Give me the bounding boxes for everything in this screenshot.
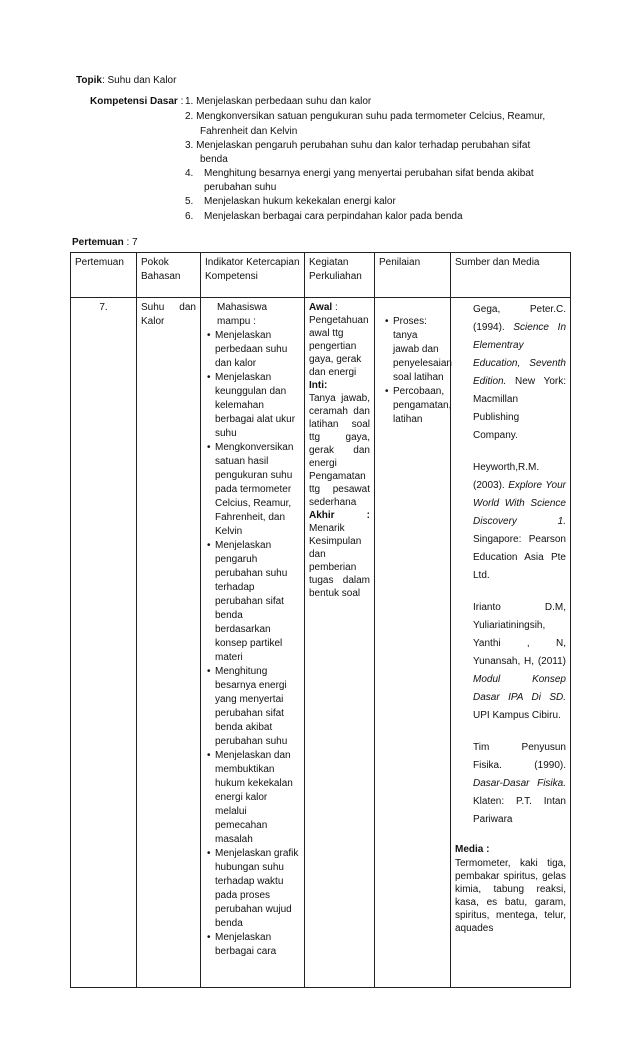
sumber-item: Irianto D.M, Yuliariatiningsih, Yanthi , N, Yunansah, H, (2011) Modul Konsep Dasar IPA Di SD. UPI Kampus Cibiru. bbox=[473, 602, 566, 721]
indikator-intro: Mahasiswa mampu : bbox=[217, 302, 268, 327]
cell-sumber bbox=[451, 298, 571, 988]
indikator-item: • Menjelaskan grafik hubungan suhu terhadap waktu pada proses perubahan wujud benda bbox=[215, 847, 300, 931]
indikator-item: • Menjelaskan berbagai cara bbox=[215, 931, 300, 959]
sumber-item: Gega, Peter.C. (1994). Science In Elementray Education, Seventh Edition. New York: Macmillan Publishing Company. bbox=[473, 304, 566, 441]
header-pertemuan: Pertemuan bbox=[71, 253, 137, 298]
meeting-label: Pertemuan bbox=[72, 237, 124, 248]
cell-kegiatan bbox=[305, 298, 375, 988]
table-header-row bbox=[71, 253, 571, 298]
penilaian-list bbox=[379, 315, 452, 427]
indikator-item: • Menjelaskan dan membuktikan hukum kekekalan energi kalor melalui pemecahan masalah bbox=[215, 749, 300, 847]
topic-label: Topik bbox=[76, 75, 102, 86]
cell-pokok: Suhu dan Kalor bbox=[137, 298, 201, 988]
sumber-item: Tim Penyusun Fisika. (1990). Dasar-Dasar Fisika. Klaten: P.T. Intan Pariwara bbox=[473, 742, 566, 825]
kegiatan-inti-text: Tanya jawab, ceramah dan latihan soal ttg gaya, gerak dan energi Pengamatan ttg pesawat sederhana bbox=[309, 393, 370, 508]
media-text: Termometer, kaki tiga, pembakar spiritus, gelas kimia, tabung reaksi, kasa, es batu, garam, spiritus, mentega, telur, aquades bbox=[455, 858, 566, 934]
table-row bbox=[71, 298, 571, 988]
kd-label-line bbox=[90, 95, 183, 109]
kd-item-3-cont: benda bbox=[200, 154, 228, 165]
cell-penilaian bbox=[375, 298, 451, 988]
kd-item-6-num: 6. bbox=[185, 211, 194, 222]
media-label: Media : bbox=[455, 844, 490, 855]
meeting-line bbox=[72, 236, 138, 250]
header-indikator: Indikator Ketercapian Kompetensi bbox=[201, 253, 305, 298]
penilaian-item: • Proses: tanya jawab dan penyelesaian soal latihan bbox=[393, 315, 446, 385]
kd-item-2-cont: Fahrenheit dan Kelvin bbox=[200, 126, 298, 137]
kd-item-5: Menjelaskan hukum kekekalan energi kalor bbox=[204, 196, 396, 207]
header-pokok-bahasan: Pokok Bahasan bbox=[137, 253, 201, 298]
sumber-list bbox=[455, 301, 566, 829]
indikator-item: • Menjelaskan keunggulan dan kelemahan berbagai alat ukur suhu bbox=[215, 371, 300, 441]
header-kegiatan: Kegiatan Perkuliahan bbox=[305, 253, 375, 298]
kegiatan-awal-text: Pengetahuan awal ttg pengertian gaya, gerak dan energi bbox=[309, 315, 369, 378]
sumber-item: Heyworth,R.M. (2003). Explore Your World With Science Discovery 1. Singapore: Pearson Education Asia Pte Ltd. bbox=[473, 462, 567, 581]
kd-item-1: 1. Menjelaskan perbedaan suhu dan kalor bbox=[185, 96, 372, 107]
topic-value: : Suhu dan Kalor bbox=[101, 75, 177, 86]
kd-item-4-cont: perubahan suhu bbox=[204, 182, 277, 193]
kd-item-4: Menghitung besarnya energi yang menyertai perubahan sifat benda akibat bbox=[204, 168, 534, 179]
indikator-item: • Menghitung besarnya energi yang menyertai perubahan sifat benda akibat perubahan suhu bbox=[215, 665, 300, 749]
kd-item-3: 3. Menjelaskan pengaruh perubahan suhu dan kalor terhadap perubahan sifat bbox=[185, 140, 531, 151]
kegiatan-awal-label: Awal bbox=[309, 302, 333, 313]
cell-no: 7. bbox=[71, 298, 137, 988]
header-penilaian: Penilaian bbox=[375, 253, 451, 298]
kegiatan-akhir-colon: : bbox=[366, 510, 370, 521]
kd-item-6: Menjelaskan berbagai cara perpindahan kalor pada benda bbox=[204, 211, 463, 222]
header-sumber-media: Sumber dan Media bbox=[451, 253, 571, 298]
cell-indikator bbox=[201, 298, 305, 988]
kd-item-5-num: 5. bbox=[185, 196, 194, 207]
kegiatan-akhir-label: Akhir bbox=[309, 510, 335, 521]
kd-colon: : bbox=[180, 96, 184, 107]
course-table bbox=[70, 252, 571, 988]
penilaian-item: • Percobaan, pengamatan, latihan bbox=[393, 385, 446, 427]
kd-item-2: 2. Mengkonversikan satuan pengukuran suhu pada termometer Celcius, Reamur, bbox=[185, 111, 546, 122]
indikator-list bbox=[205, 329, 300, 959]
topic-line bbox=[76, 74, 176, 88]
indikator-item: • Menjelaskan pengaruh perubahan suhu terhadap perubahan sifat benda berdasarkan konsep partikel materi bbox=[215, 539, 300, 665]
meeting-value: : 7 bbox=[126, 237, 138, 248]
indikator-item: • Menjelaskan perbedaan suhu dan kalor bbox=[215, 329, 300, 371]
indikator-item: • Mengkonversikan satuan hasil pengukuran suhu pada termometer Celcius, Reamur, Fahrenheit, dan Kelvin bbox=[215, 441, 300, 539]
kd-item-4-num: 4. bbox=[185, 168, 194, 179]
kegiatan-awal-colon: : bbox=[332, 302, 338, 313]
kegiatan-akhir-text: Menarik Kesimpulan dan pemberian tugas dalam bentuk soal bbox=[309, 523, 370, 599]
kegiatan-inti-label: Inti: bbox=[309, 380, 328, 391]
kd-label: Kompetensi Dasar bbox=[90, 96, 178, 107]
